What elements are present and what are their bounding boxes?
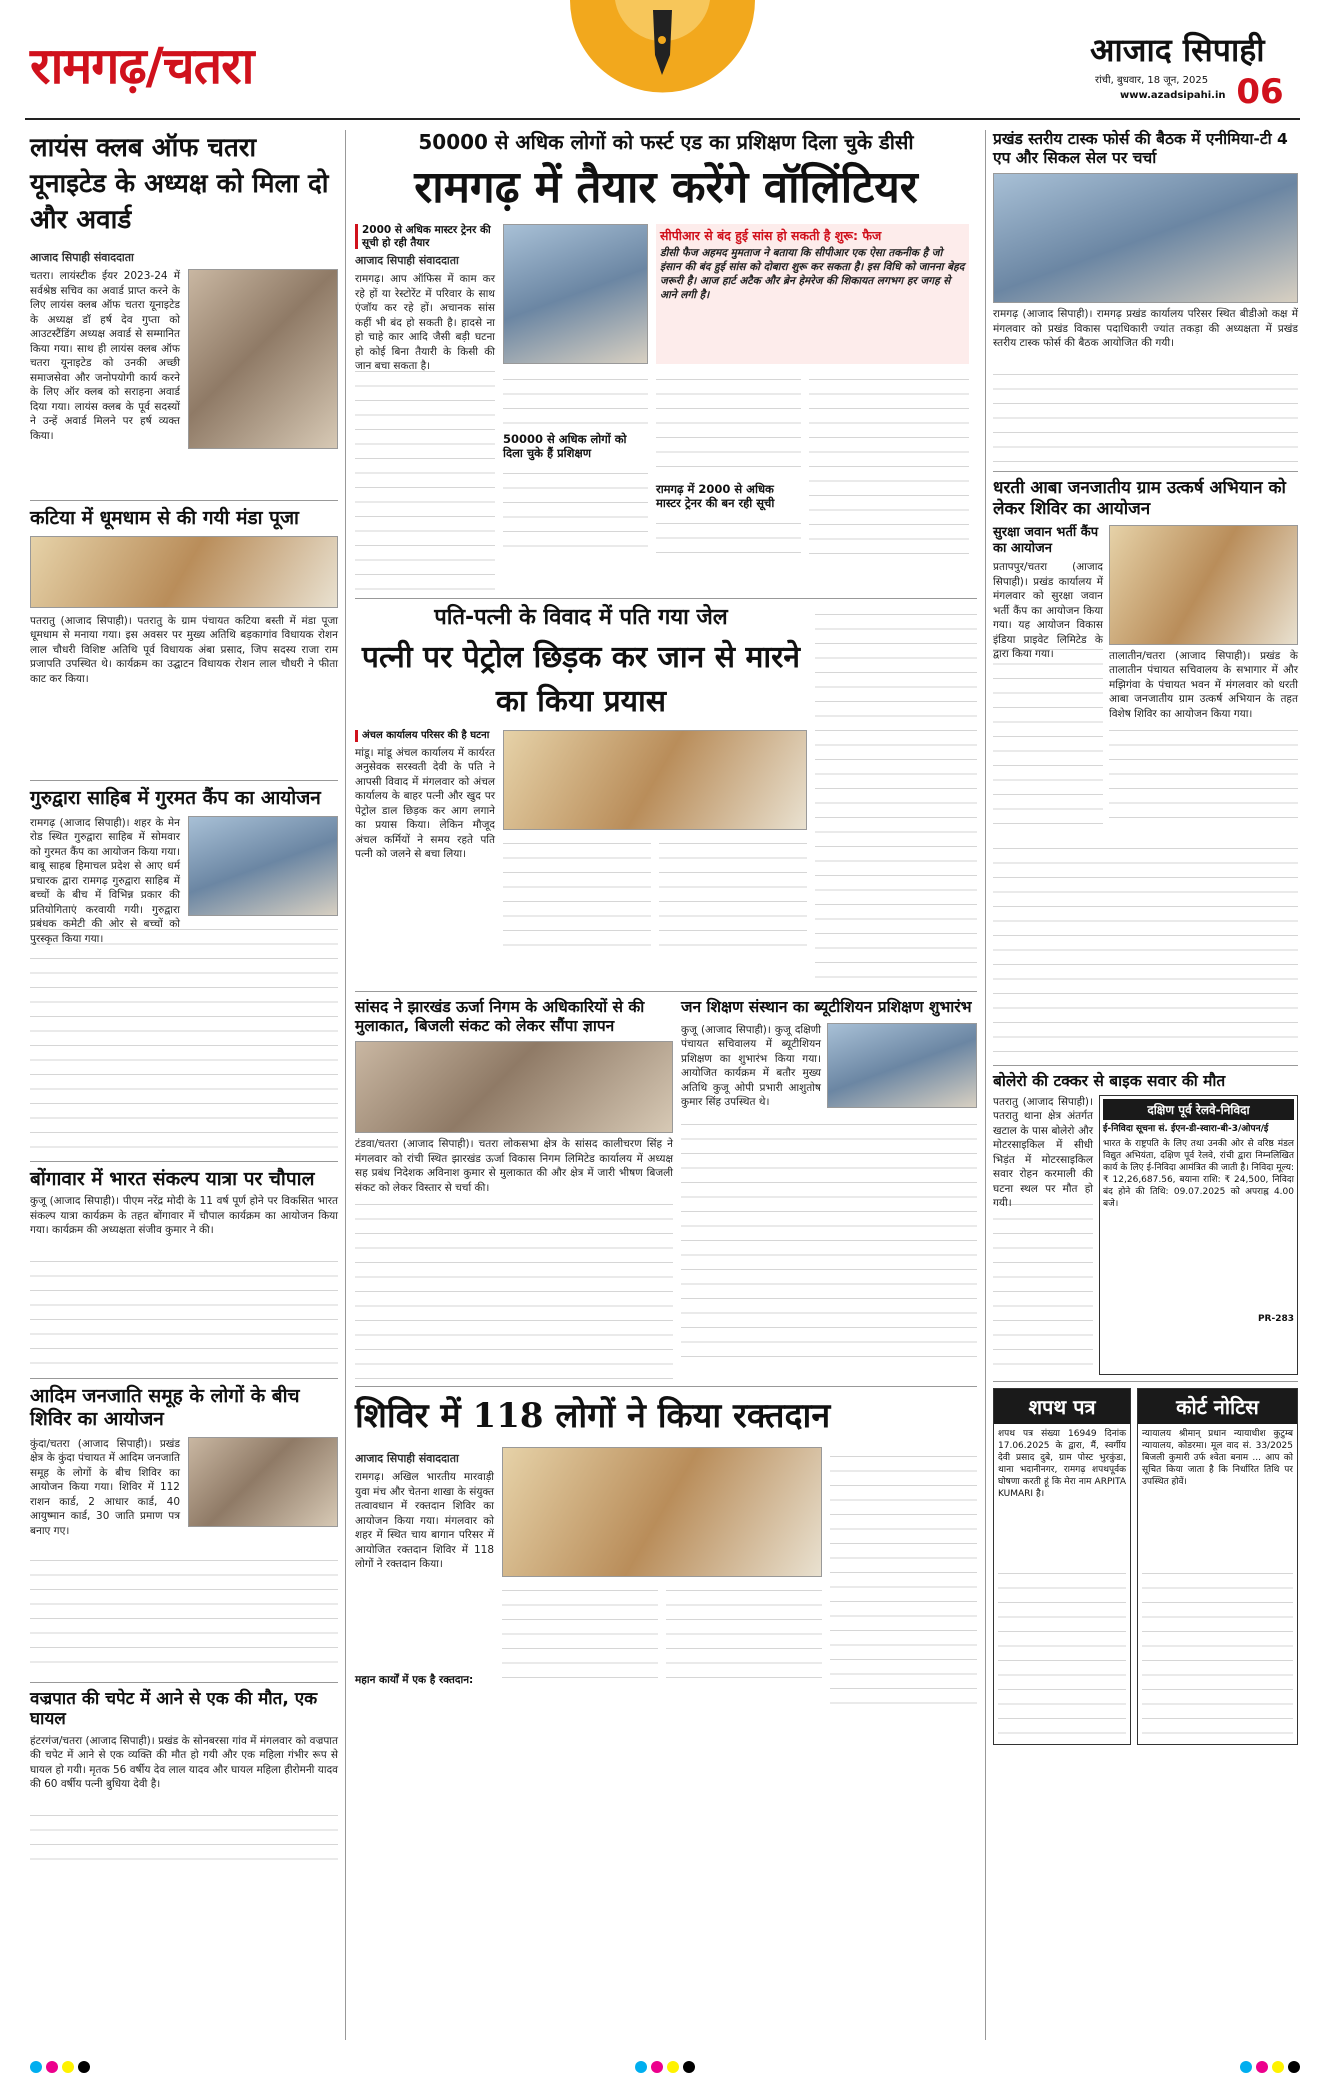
story-text-continued xyxy=(503,834,651,959)
page-number: 06 xyxy=(1236,72,1284,112)
story-text-continued xyxy=(666,1581,822,1691)
story-text-continued xyxy=(30,920,338,1155)
gurmat-camp-photo xyxy=(188,816,338,916)
story-body: टंडवा/चतरा (आजाद सिपाही)। चतरा लोकसभा क्षेत्र के सांसद कालीचरण सिंह ने मंगलवार को रांची स्थित झारखंड ऊर्जा विकास निगम लिमिटेड कार्यालय में अध्यक्ष सह प्रबंध निदेशक अविनाश कुमार से मुलाकात की और क्षेत्र में जारी भीषण बिजली संकट को लेकर विस्तार से चर्चा की। xyxy=(355,1138,673,1194)
tender-number: ई-निविदा सूचना सं. ईएन-डी-स्वारा-बी-3/ओपन/ई xyxy=(1103,1123,1269,1134)
story-text-continued xyxy=(30,1252,338,1372)
tender-ref: PR-283 xyxy=(1257,1313,1294,1324)
story-headline: गुरुद्वारा साहिब में गुरमत कैंप का आयोजन xyxy=(30,786,321,809)
byline: आजाद सिपाही संवाददाता xyxy=(355,1452,459,1466)
story-body: कुजू (आजाद सिपाही)। पीएम नरेंद्र मोदी के 11 वर्ष पूर्ण होने पर विकसित भारत संकल्प यात्रा कार्यक्रम के तहत बोंगावार में चौपाल कार्यक्रम का आयोजन किया गया। कार्यक्रम की अध्यक्षता संजीव कुमार ने की। xyxy=(30,1195,338,1237)
story-text-continued xyxy=(993,640,1103,835)
right-column xyxy=(993,130,1298,2040)
lead-text-continued xyxy=(503,370,648,430)
center-column xyxy=(355,130,977,2040)
beautician-training-photo xyxy=(827,1023,977,1108)
task-force-photo xyxy=(993,173,1298,303)
side-kicker: अंचल कार्यालय परिसर की है घटना xyxy=(355,730,495,742)
lead-body: रामगढ़। आप ऑफिस में काम कर रहे हों या रेस्टोरेंट में परिवार के साथ एंजॉय कर रहे हों। अचानक सांस कहीं भी बंद हो सकती है। हादसे ना हो चाहे कार आदि जैसी बड़ी घटना हो कोई बिना तैयारी के किसी की जान बचा सकता है। xyxy=(355,273,495,373)
story-headline: बोंगावार में भारत संकल्प यात्रा पर चौपाल xyxy=(30,1167,315,1190)
quote-headline: सीपीआर से बंद हुई सांस हो सकती है शुरू: फैज xyxy=(660,228,882,243)
story-body: रामगढ़ (आजाद सिपाही)। रामगढ़ प्रखंड कार्यालय परिसर स्थित बीडीओ कक्ष में मंगलवार को प्रखंड विकास पदाधिकारी ज्यांत तकड़ा की अध्यक्षता में प्रखंड स्तरीय टास्क फोर्स की बैठक आयोजित की गयी। xyxy=(993,308,1298,350)
mp-meeting-photo xyxy=(355,1041,673,1133)
story-body: पतरातु (आजाद सिपाही)। पतरातु के ग्राम पंचायत कटिया बस्ती में मंडा पूजा धूमधाम से मनाया गया। इस अवसर पर मुख्य अतिथि बड़कागांव विधायक रोशन लाल चौधरी विशिष्ट अतिथि पूर्व विधायक अंबा प्रसाद, जिप सदस्य राजा राम प्रजापति उपस्थित थे। कार्यक्रम का उद्घाटन विधायक रोशन लाल चौधरी ने फीता काट कर किया। xyxy=(30,614,338,685)
divider xyxy=(355,1386,977,1387)
notice-title: कोर्ट नोटिस xyxy=(1138,1389,1297,1424)
dateline: रांची, बुधवार, 18 जून, 2025 xyxy=(1095,75,1209,86)
lead-text-continued xyxy=(355,362,495,592)
story-text-continued xyxy=(355,1195,673,1380)
masthead xyxy=(0,0,1325,118)
pen-nib-icon xyxy=(560,0,765,110)
story-body: चतरा। लायंस्टीक ईयर 2023-24 में सर्वश्रेष्ठ सचिव का अवार्ड प्राप्त करने के लिए लायंस क्लब ऑफ चतरा यूनाइटेड के अध्यक्ष डॉ हर्ष देव गुप्ता को आउटस्टैंडिंग अध्यक्ष अवार्ड से सम्मानित किया गया। साथ ही लायंस क्लब ऑफ चतरा यूनाइटेड को उनकी अच्छी समाजसेवा और जनोपयोगी कार्य करने के लिए ऑर क्लब को सराहना अवार्ड दिया गया। लायंस क्लब के पूर्व सदस्यों ने उन्हें अवार्ड मिलने पर हर्ष व्यक्त किया। xyxy=(30,270,180,442)
byline: आजाद सिपाही संवाददाता xyxy=(30,251,134,264)
divider xyxy=(993,1381,1298,1382)
story-text-continued xyxy=(681,1115,977,1361)
story-text-continued xyxy=(830,1447,977,1707)
divider xyxy=(30,1161,338,1162)
story-body: कुंदा/चतरा (आजाद सिपाही)। प्रखंड क्षेत्र के कुंदा पंचायत में आदिम जनजाति समूह के लोगों के बीच शिविर का आयोजन किया गया। शिविर में 112 राशन कार्ड, 2 आधार कार्ड, 40 आयुष्मान कार्ड, 30 जाति प्रमाण पत्र बनाए गए। xyxy=(30,1437,180,1537)
story-text-continued xyxy=(993,1195,1093,1375)
story-text-continued xyxy=(993,365,1298,465)
divider xyxy=(993,1065,1298,1066)
quote-body: डीसी फैज अहमद मुमताज ने बताया कि सीपीआर एक ऐसा तकनीक है जो इंसान की बंद हुई सांस को दोबारा शुरू कर सकता है। इस विधि को जानना बेहद जरूरी है। आज हार्ट अटैक और ब्रेन हेमरेज की शिकायत लगभग हर जगह से आने लगी है। xyxy=(660,247,965,301)
story-text-continued xyxy=(502,1581,658,1691)
story-text-continued xyxy=(1109,721,1298,831)
notice-title: शपथ पत्र xyxy=(994,1389,1130,1424)
story-headline: सांसद ने झारखंड ऊर्जा निगम के अधिकारियों से की मुलाकात, बिजली संकट को लेकर सौंपा ज्ञापन xyxy=(355,998,645,1035)
lead-headline: रामगढ़ में तैयार करेंगे वॉलिंटियर xyxy=(414,162,918,213)
section-title: रामगढ़/चतरा xyxy=(30,36,254,95)
lead-text-continued xyxy=(656,514,801,559)
notice-body: शपथ पत्र संख्या 16949 दिनांक 17.06.2025 के द्वारा, मैं, स्वर्गीय देवी प्रसाद दुबे, ग्राम पोस्ट भुरकुंडा, थाना भदानीनगर, रामगढ़ शपथपूर्वक घोषणा करती हूं कि मेरा नाम ARPITA KUMARI है। xyxy=(998,1428,1126,1499)
lead-text-continued xyxy=(503,464,648,559)
story-headline: आदिम जनजाति समूह के लोगों के बीच शिविर का आयोजन xyxy=(30,1385,300,1431)
story-headline: प्रखंड स्तरीय टास्क फोर्स की बैठक में एनीमिया-टी 4 एप और सिकल सेल पर चर्चा xyxy=(993,130,1288,167)
story-headline: लायंस क्लब ऑफ चतरा यूनाइटेड के अध्यक्ष को मिला दो और अवार्ड xyxy=(30,133,329,235)
divider xyxy=(30,780,338,781)
column-rule xyxy=(345,130,346,2040)
story-text-continued xyxy=(30,1806,338,1861)
sub-head: 50000 से अधिक लोगों को दिला चुके हैं प्रशिक्षण xyxy=(503,432,627,460)
award-photo xyxy=(188,269,338,449)
story-body: प्रतापपुर/चतरा (आजाद सिपाही)। प्रखंड कार्यालय में मंगलवार को सुरक्षा जवान भर्ती कैंप का आयोजन किया गया। यह आयोजन विकास इंडिया प्राइवेट लिमिटेड के द्वारा किया गया। xyxy=(993,561,1103,661)
divider xyxy=(355,991,977,992)
story-body: तालातीन/चतरा (आजाद सिपाही)। प्रखंड के तालातीन पंचायत सचिवालय के सभागार में और मझिगंवा के पंचायत भवन में मंगलवार को धरती आबा जनजातीय ग्राम उत्कर्ष अभियान के तहत विशेष शिविर का आयोजन किया गया। xyxy=(1109,649,1298,720)
column-rule xyxy=(985,130,986,2040)
side-kicker: 2000 से अधिक मास्टर ट्रेनर की सूची हो रही तैयार xyxy=(355,224,495,249)
story-body: रामगढ़ (आजाद सिपाही)। शहर के मेन रोड स्थित गुरुद्वारा साहिब में सोमवार को गुरमत कैंप का आयोजन किया गया। बाबू साहब हिमाचल प्रदेश से आए धर्म प्रचारक द्वारा रामगढ़ गुरुद्वारा साहिब में बच्चों के बीच में विभिन्न प्रकार की प्रतियोगिताएं करवायी गयी। गुरुद्वारा प्रबंधक कमेटी की ओर से बच्चों को पुरस्कृत किया गया। xyxy=(30,816,180,945)
story-headline: धरती आबा जनजातीय ग्राम उत्कर्ष अभियान को लेकर शिविर का आयोजन xyxy=(993,478,1286,519)
left-column xyxy=(30,130,338,2040)
notice-body: न्यायालय श्रीमान् प्रधान न्यायाधीश कुटुम्ब न्यायालय, कोडरमा। मूल वाद सं. 33/2025 बिजली कुमारी उर्फ श्वेता बनाम ... आप को सूचित किया जाता है कि निर्धारित तिथि पर उपस्थित होवें। xyxy=(1142,1428,1293,1487)
masthead-rule xyxy=(25,118,1300,120)
lead-text-continued xyxy=(656,370,801,480)
story-text-continued xyxy=(30,1551,338,1676)
divider xyxy=(30,1682,338,1683)
dc-portrait-photo xyxy=(503,224,648,364)
camp-photo xyxy=(188,1437,338,1527)
story-headline: सुरक्षा जवान भर्ती कैंप का आयोजन xyxy=(993,524,1099,556)
story-body: मांडू। मांडू अंचल कार्यालय में कार्यरत अनुसेवक सरस्वती देवी के पति ने आपसी विवाद में मंगलवार को अंचल कार्यालय के बाहर पत्नी और खुद पर पेट्रोल डाल छिड़क कर आग लगाने का प्रयास किया। लेकिन मौजूद अंचल कर्मियों ने समय रहते पति पत्नी को जलने से बचा लिया। xyxy=(355,746,495,861)
sun-emblem xyxy=(560,0,765,110)
story-text-continued xyxy=(993,839,1298,1059)
tender-title: दक्षिण पूर्व रेलवे-निविदा xyxy=(1103,1099,1294,1120)
story-headline: कटिया में धूमधाम से की गयी मंडा पूजा xyxy=(30,507,299,529)
story-text-continued xyxy=(659,834,807,959)
notice-text-continued xyxy=(1142,1564,1293,1744)
story-body: हंटरगंज/चतरा (आजाद सिपाही)। प्रखंड के सोनबरसा गांव में मंगलवार को वज्रपात की चपेट में आने से एक व्यक्ति की मौत हो गयी और एक महिला गंभीर रूप से घायल हो गयी। मृतक 56 वर्षीय देव लाल यादव और घायल महिला हीरोमनी यादव की 60 वर्षीय पत्नी बुधिया देवी है। xyxy=(30,1734,338,1791)
story-headline: बोलेरो की टक्कर से बाइक सवार की मौत xyxy=(993,1072,1226,1091)
site-url[interactable]: www.azadsipahi.in xyxy=(1120,90,1226,101)
divider xyxy=(30,500,338,501)
divider xyxy=(30,1378,338,1379)
blood-donation-photo xyxy=(502,1447,822,1577)
paper-name: आजाद सिपाही xyxy=(1090,31,1265,69)
story-headline: पत्नी पर पेट्रोल छिड़क कर जान से मारने का किया प्रयास xyxy=(361,639,801,719)
lead-text-continued xyxy=(809,370,969,560)
notice-text-continued xyxy=(998,1564,1126,1744)
color-registration-bar xyxy=(30,2060,1300,2074)
story-headline: वज्रपात की चपेट में आने से एक की मौत, एक घायल xyxy=(30,1688,318,1730)
story-headline: शिविर में 118 लोगों ने किया रक्तदान xyxy=(355,1396,831,1437)
story-body: कुजू (आजाद सिपाही)। कुजू दक्षिणी पंचायत सचिवालय में ब्यूटीशियन प्रशिक्षण का शुभारंभ किया गया। आयोजित कार्यक्रम में बतौर मुख्य अतिथि कुजू ओपी प्रभारी आशुतोष कुमार सिंह उपस्थित थे। xyxy=(681,1023,821,1109)
affidavit-notice xyxy=(993,1388,1131,1745)
sub-head: रामगढ़ में 2000 से अधिक मास्टर ट्रेनर की बन रही सूची xyxy=(656,482,775,510)
story-text-continued xyxy=(815,605,977,985)
story-kicker: पति-पत्नी के विवाद में पति गया जेल xyxy=(434,605,728,631)
divider xyxy=(993,471,1298,472)
story-body: पतरातु (आजाद सिपाही)। पतरातु थाना क्षेत्र अंतर्गत खटाल के पास बोलेरो और मोटरसाइकिल में सीधी भिड़ंत में मोटरसाइकिल सवार रोहन करमाली की घटना स्थल पर मौत हो गयी। xyxy=(993,1095,1093,1210)
court-notice xyxy=(1137,1388,1298,1745)
camp-photo xyxy=(1109,525,1298,645)
byline: आजाद सिपाही संवाददाता xyxy=(355,254,459,268)
tender-box xyxy=(1099,1095,1298,1375)
puja-photo xyxy=(30,536,338,608)
story-body: रामगढ़। अखिल भारतीय मारवाड़ी युवा मंच और चेतना शाखा के संयुक्त तत्वावधान में रक्तदान शिविर का आयोजन किया गया। मंगलवार को शहर में स्थित चाय बागान परिसर में आयोजित रक्तदान शिविर में 118 लोगों ने रक्तदान किया। xyxy=(355,1471,495,1571)
divider xyxy=(355,598,977,599)
lead-kicker: 50000 से अधिक लोगों को फर्स्ट एड का प्रशिक्षण दिला चुके डीसी xyxy=(418,130,914,154)
sub-head: महान कार्यों में एक है रक्तदान: xyxy=(355,1674,474,1687)
tender-body: भारत के राष्ट्रपति के लिए तथा उनकी ओर से वरिष्ठ मंडल विद्युत अभियंता, दक्षिण पूर्व रेलवे, रांची द्वारा निम्नलिखित कार्य के लिए ई-निविदा आमंत्रित की जाती है। निविदा मूल्य: ₹ 12,26,687.56, बयाना राशि: ₹ 24,500, निविदा बंद होने की तिथि: 09.07.2025 को अपराह्न 4.00 बजे। xyxy=(1103,1138,1294,1209)
story-headline: जन शिक्षण संस्थान का ब्यूटीशियन प्रशिक्षण शुभारंभ xyxy=(681,998,972,1017)
accused-photo xyxy=(503,730,807,830)
